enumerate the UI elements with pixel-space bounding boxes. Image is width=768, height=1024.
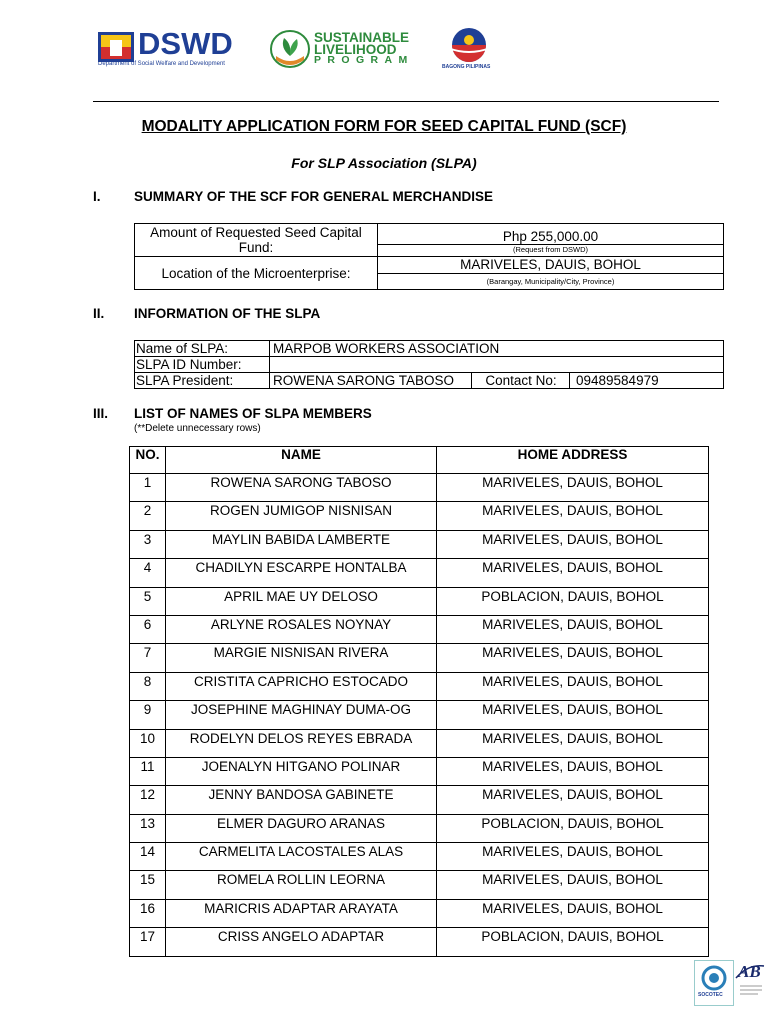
form-subtitle: For SLP Association (SLPA) [291, 155, 477, 171]
slpa-name-label: Name of SLPA: [135, 341, 270, 357]
section2-title: INFORMATION OF THE SLPA [134, 306, 321, 321]
member-number: 3 [130, 530, 166, 558]
member-address: MARIVELES, DAUIS, BOHOL [437, 701, 709, 729]
member-address: MARIVELES, DAUIS, BOHOL [437, 786, 709, 814]
members-table-body [130, 474, 709, 957]
member-number: 15 [130, 871, 166, 899]
dswd-emblem-icon [98, 32, 134, 62]
column-header-name: NAME [166, 447, 437, 474]
table-row [130, 843, 709, 871]
member-name: MARGIE NISNISAN RIVERA [166, 644, 437, 672]
member-address: MARIVELES, DAUIS, BOHOL [437, 615, 709, 643]
member-name: CHADILYN ESCARPE HONTALBA [166, 559, 437, 587]
table-row [130, 672, 709, 700]
member-name: CRISTITA CAPRICHO ESTOCADO [166, 672, 437, 700]
table-row [130, 757, 709, 785]
dswd-logo [98, 26, 253, 72]
table-row [130, 530, 709, 558]
slpa-president-label: SLPA President: [135, 373, 270, 389]
slpa-info-table [134, 340, 724, 389]
contact-value: 09489584979 [570, 373, 724, 389]
bagong-pilipinas-emblem-icon [440, 26, 498, 64]
member-number: 14 [130, 843, 166, 871]
member-number: 6 [130, 615, 166, 643]
column-header-no: NO. [130, 447, 166, 474]
member-number: 7 [130, 644, 166, 672]
table-row [130, 644, 709, 672]
member-address: POBLACION, DAUIS, BOHOL [437, 587, 709, 615]
member-number: 9 [130, 701, 166, 729]
dswd-logo-subtitle: Department of Social Welfare and Development [98, 61, 225, 67]
slp-logo-line2: LIVELIHOOD [314, 42, 397, 57]
member-number: 5 [130, 587, 166, 615]
member-address: MARIVELES, DAUIS, BOHOL [437, 757, 709, 785]
location-value: MARIVELES, DAUIS, BOHOL [378, 257, 724, 274]
slp-logo [270, 30, 430, 72]
member-address: MARIVELES, DAUIS, BOHOL [437, 502, 709, 530]
table-row [130, 502, 709, 530]
slp-logo-line3: PROGRAM [314, 54, 414, 66]
slpa-president-value: ROWENA SARONG TABOSO [270, 373, 472, 389]
slp-logo-line1: SUSTAINABLE [314, 30, 410, 45]
member-name: ROMELA ROLLIN LEORNA [166, 871, 437, 899]
member-number: 12 [130, 786, 166, 814]
member-number: 1 [130, 474, 166, 502]
amount-label: Amount of Requested Seed Capital Fund: [135, 224, 378, 257]
location-note: (Barangay, Municipality/City, Province) [378, 274, 724, 290]
members-table [129, 446, 709, 957]
table-row [130, 899, 709, 927]
table-row [130, 587, 709, 615]
member-number: 2 [130, 502, 166, 530]
member-name: ROWENA SARONG TABOSO [166, 474, 437, 502]
section1-number: I. [93, 189, 101, 204]
member-number: 8 [130, 672, 166, 700]
member-address: MARIVELES, DAUIS, BOHOL [437, 871, 709, 899]
table-row [130, 474, 709, 502]
member-name: JENNY BANDOSA GABINETE [166, 786, 437, 814]
member-address: MARIVELES, DAUIS, BOHOL [437, 644, 709, 672]
amount-note: (Request from DSWD) [378, 245, 724, 257]
bagong-pilipinas-logo [440, 26, 498, 72]
member-number: 11 [130, 757, 166, 785]
member-name: MARICRIS ADAPTAR ARAYATA [166, 899, 437, 927]
table-row [130, 814, 709, 842]
member-number: 10 [130, 729, 166, 757]
ab-swoosh-icon [734, 962, 766, 1004]
form-title: MODALITY APPLICATION FORM FOR SEED CAPITAL FUND (SCF) [141, 118, 627, 135]
member-address: POBLACION, DAUIS, BOHOL [437, 928, 709, 956]
member-name: CARMELITA LACOSTALES ALAS [166, 843, 437, 871]
member-number: 16 [130, 899, 166, 927]
member-name: JOSEPHINE MAGHINAY DUMA-OG [166, 701, 437, 729]
member-name: CRISS ANGELO ADAPTAR [166, 928, 437, 956]
member-name: MAYLIN BABIDA LAMBERTE [166, 530, 437, 558]
table-row [130, 615, 709, 643]
table-row [130, 928, 709, 956]
member-address: MARIVELES, DAUIS, BOHOL [437, 474, 709, 502]
ab-logo-text: AB [738, 962, 761, 981]
leaf-emblem-icon [270, 30, 310, 68]
member-number: 17 [130, 928, 166, 956]
section3-note: (**Delete unnecessary rows) [134, 423, 261, 434]
dswd-logo-text: DSWD [138, 26, 233, 61]
member-number: 4 [130, 559, 166, 587]
member-address: MARIVELES, DAUIS, BOHOL [437, 729, 709, 757]
member-name: ELMER DAGURO ARANAS [166, 814, 437, 842]
scf-summary-table [134, 223, 724, 290]
member-address: MARIVELES, DAUIS, BOHOL [437, 843, 709, 871]
member-address: POBLACION, DAUIS, BOHOL [437, 814, 709, 842]
slpa-id-value [270, 357, 724, 373]
section3-number: III. [93, 406, 109, 421]
section1-title: SUMMARY OF THE SCF FOR GENERAL MERCHANDISE [134, 189, 494, 204]
member-address: MARIVELES, DAUIS, BOHOL [437, 530, 709, 558]
table-row [130, 729, 709, 757]
section2-number: II. [93, 306, 105, 321]
header-divider [93, 101, 719, 102]
ab-accreditation-logo [734, 962, 766, 1004]
member-name: APRIL MAE UY DELOSO [166, 587, 437, 615]
member-address: MARIVELES, DAUIS, BOHOL [437, 672, 709, 700]
section3-title: LIST OF NAMES OF SLPA MEMBERS [134, 406, 372, 421]
table-row [130, 559, 709, 587]
location-label: Location of the Microenterprise: [135, 257, 378, 290]
slpa-name-value: MARPOB WORKERS ASSOCIATION [270, 341, 724, 357]
contact-label: Contact No: [472, 373, 570, 389]
member-address: MARIVELES, DAUIS, BOHOL [437, 899, 709, 927]
member-address: MARIVELES, DAUIS, BOHOL [437, 559, 709, 587]
socotec-text: SOCOTEC [698, 992, 723, 998]
table-row [130, 871, 709, 899]
column-header-address: HOME ADDRESS [437, 447, 709, 474]
member-name: ROGEN JUMIGOP NISNISAN [166, 502, 437, 530]
member-name: JOENALYN HITGANO POLINAR [166, 757, 437, 785]
bagong-pilipinas-text: BAGONG PILIPINAS [442, 64, 491, 70]
socotec-certification-logo [694, 960, 734, 1006]
table-row [130, 701, 709, 729]
slpa-id-label: SLPA ID Number: [135, 357, 270, 373]
amount-value: Php 255,000.00 [378, 224, 724, 245]
member-name: ARLYNE ROSALES NOYNAY [166, 615, 437, 643]
member-name: RODELYN DELOS REYES EBRADA [166, 729, 437, 757]
socotec-icon [695, 961, 733, 1005]
member-number: 13 [130, 814, 166, 842]
table-row [130, 786, 709, 814]
